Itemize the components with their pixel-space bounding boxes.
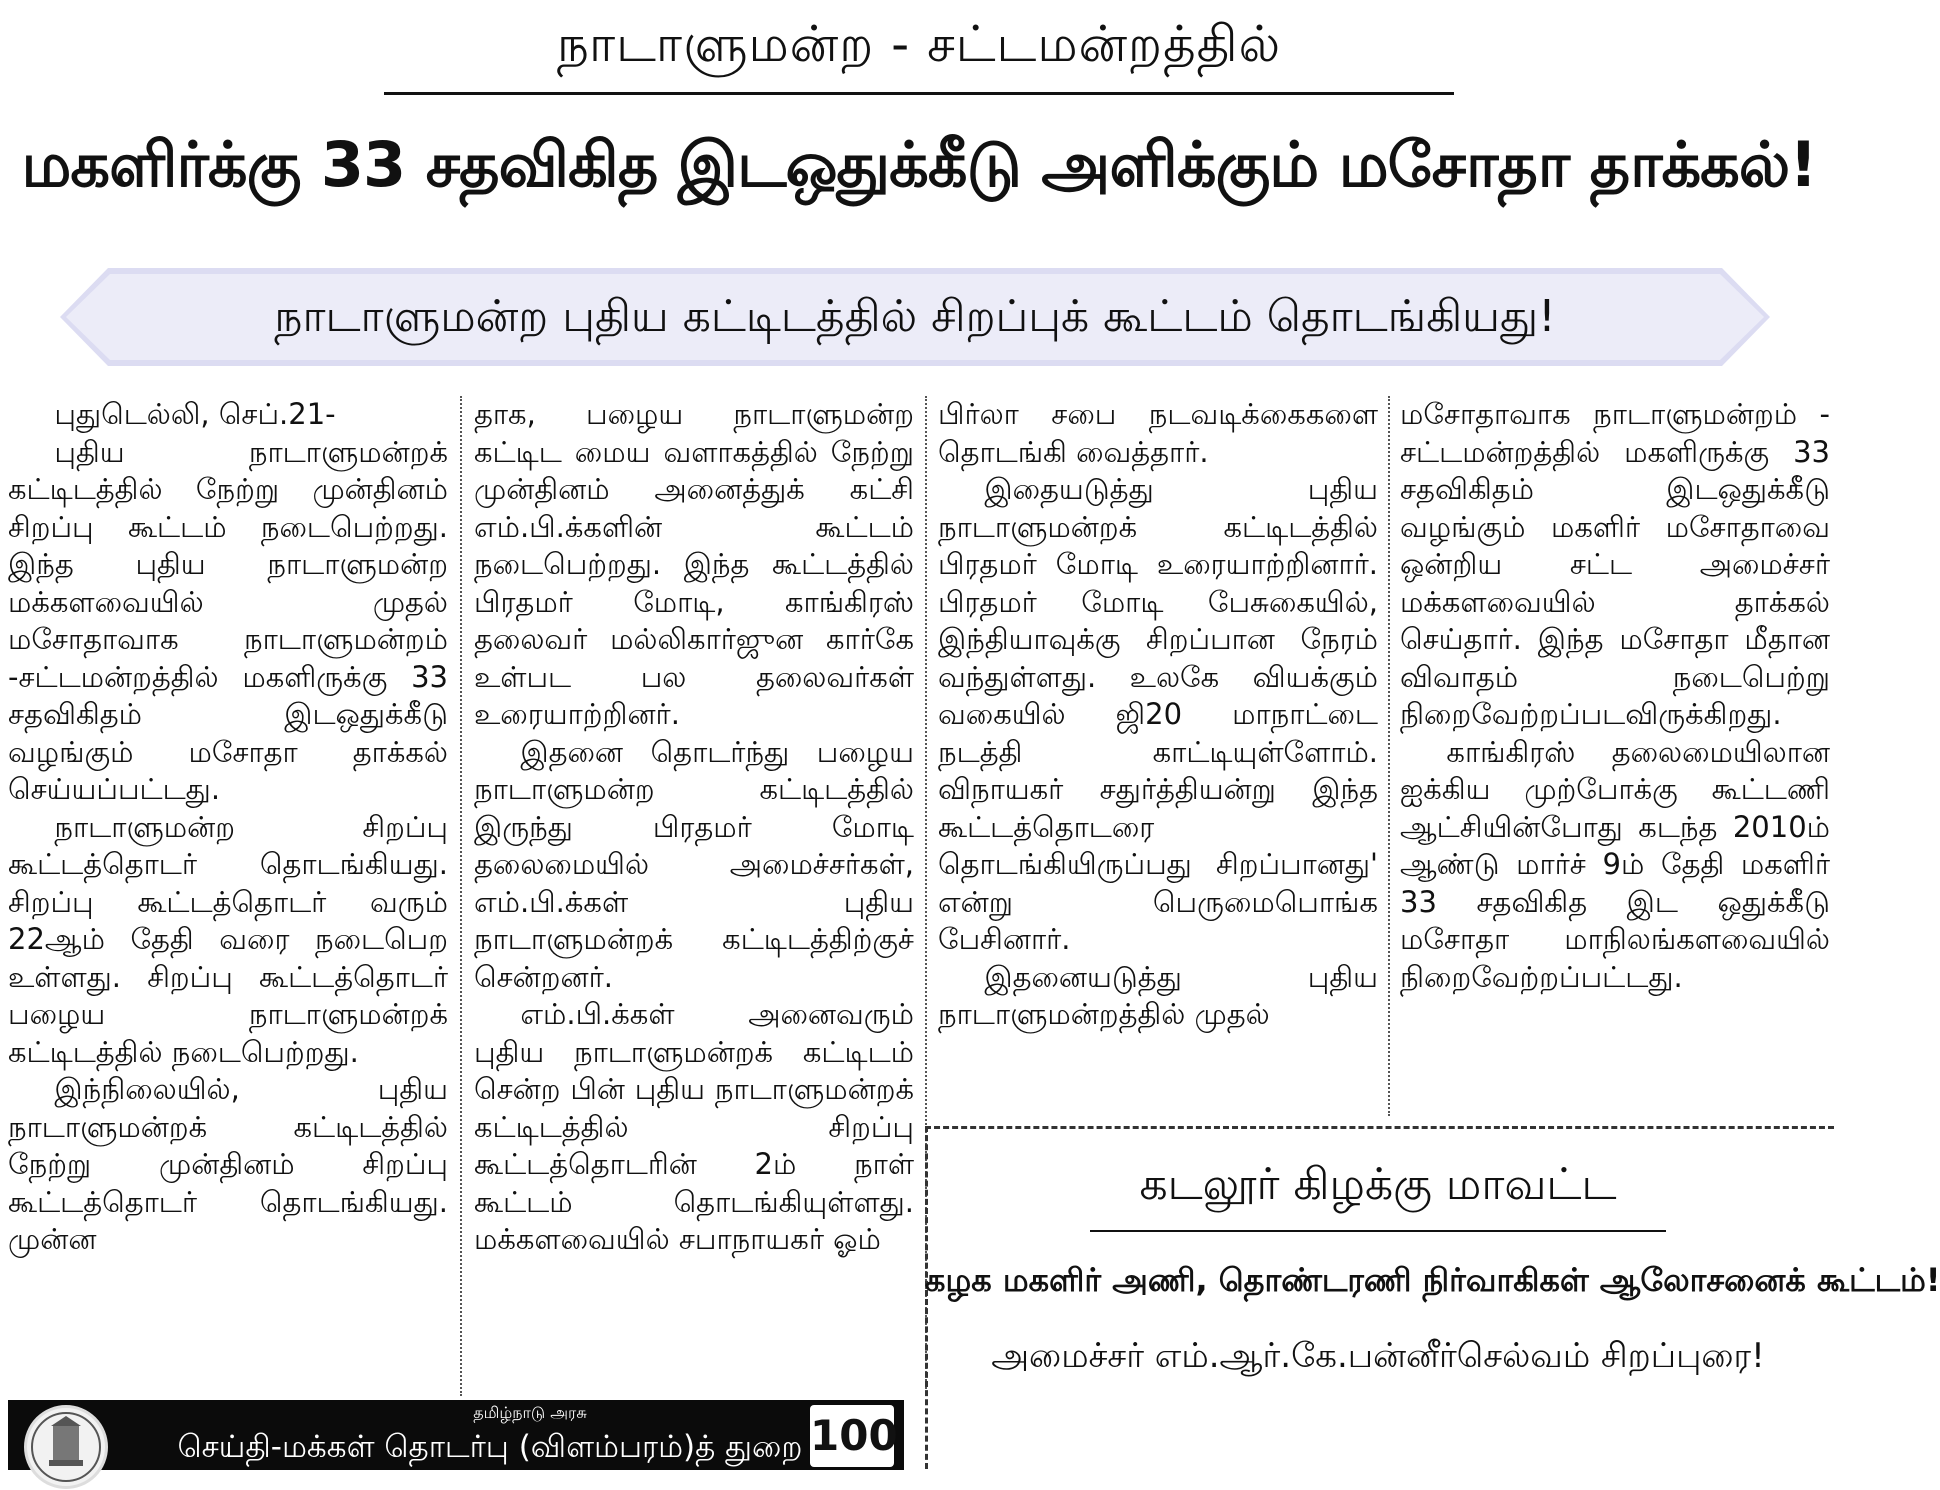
centenary-logo: 100 <box>810 1405 894 1467</box>
paragraph: தாக, பழைய நாடாளுமன்ற கட்டிட மைய வளாகத்தில் நேற்று முன்தினம் அனைத்துக் கட்சி எம்.பி.க்களின் கூட்டம் நடைபெற்றது. இந்த கூட்டத்தில் பிரதமர் மோடி, காங்கிரஸ் தலைவர் மல்லிகார்ஜுன கார்கே உள்பட பல தலைவர்கள் உரையாற்றினர். <box>474 397 914 731</box>
related-story-rule <box>1090 1230 1666 1232</box>
article-column-4 <box>1400 396 1830 996</box>
related-story-headline: கழக மகளிர் அணி, தொண்டரணி நிர்வாகிகள் ஆலோசனைக் கூட்டம்! <box>925 1261 1940 1299</box>
column-separator <box>460 396 462 1396</box>
government-label: தமிழ்நாடு அரசு <box>473 1403 587 1422</box>
paragraph: காங்கிரஸ் தலைமையிலான ஐக்கிய முற்போக்கு கூட்டணி ஆட்சியின்போது கடந்த 2010ம் ஆண்டு மார்ச் 9ம் தேதி மகளிர் 33 சதவிகித இட ஒதுக்கீடு மசோதா மாநிலங்களவையில் நிறைவேற்றப்பட்டது. <box>1400 734 1830 994</box>
paragraph: மசோதாவாக நாடாளுமன்றம் - சட்டமன்றத்தில் மகளிருக்கு 33 சதவிகிதம் இடஒதுக்கீடு வழங்கும் மகளிர் மசோதாவை ஒன்றிய சட்ட அமைச்சர் மக்களவையில் தாக்கல் செய்தார். இந்த மசோதா மீதான விவாதம் நடைபெற்று நிறைவேற்றப்படவிருக்கிறது. <box>1400 397 1830 731</box>
column-separator <box>1388 396 1390 1116</box>
banner-subheadline: நாடாளுமன்ற புதிய கட்டிடத்தில் சிறப்புக் கூட்டம் தொடங்கியது! <box>274 291 1556 342</box>
paragraph: இதனையடுத்து புதிய நாடாளுமன்றத்தில் முதல் <box>938 959 1378 1031</box>
article-column-3 <box>938 396 1378 1034</box>
paragraph: இதனை தொடர்ந்து பழைய நாடாளுமன்ற கட்டிடத்தில் இருந்து பிரதமர் மோடி தலைமையில் அமைச்சர்கள், எம்.பி.க்கள் புதிய நாடாளுமன்றக் கட்டிடத்திற்குச் சென்றனர். <box>474 734 914 994</box>
paragraph: நாடாளுமன்ற சிறப்பு கூட்டத்தொடர் தொடங்கியது. சிறப்பு கூட்டத்தொடர் வரும் 22ஆம் தேதி வரை நடைபெற உள்ளது. சிறப்பு கூட்டத்தொடர் பழைய நாடாளுமன்றக் கட்டிடத்தில் நடைபெற்றது. <box>8 809 448 1069</box>
department-name: செய்தி-மக்கள் தொடர்பு (விளம்பரம்)த் துறை <box>177 1429 803 1465</box>
paragraph: இந்நிலையில், புதிய நாடாளுமன்றக் கட்டிடத்தில் நேற்று முன்தினம் சிறப்பு கூட்டத்தொடர் தொடங்கியது. முன்ன <box>8 1072 448 1256</box>
government-emblem-icon <box>24 1405 108 1489</box>
related-story-subheadline: அமைச்சர் எம்.ஆர்.கே.பன்னீர்செல்வம் சிறப்புரை! <box>991 1336 1765 1376</box>
paragraph: இதையடுத்து புதிய நாடாளுமன்றக் கட்டிடத்தில் பிரதமர் மோடி உரையாற்றினார். பிரதமர் மோடி பேசுகையில், இந்தியாவுக்கு சிறப்பான நேரம் வந்துள்ளது. உலகே வியக்கும் வகையில் ஜி20 மாநாட்டை நடத்தி காட்டியுள்ளோம். விநாயகர் சதுர்த்தியன்று இந்த கூட்டத்தொடரை தொடங்கியிருப்பது சிறப்பானது' என்று பெருமைபொங்க பேசினார். <box>938 472 1378 956</box>
related-story-title: கடலூர் கிழக்கு மாவட்ட <box>1139 1159 1617 1210</box>
paragraph: பிர்லா சபை நடவடிக்கைகளை தொடங்கி வைத்தார். <box>938 397 1378 469</box>
kicker: நாடாளுமன்ற - சட்டமன்றத்தில் <box>556 15 1282 73</box>
article-column-2 <box>474 396 914 1259</box>
dateline: புதுடெல்லி, செப்.21- <box>54 397 336 431</box>
paragraph: எம்.பி.க்கள் அனைவரும் புதிய நாடாளுமன்றக் கட்டிடம் சென்ற பின் புதிய நாடாளுமன்றக் கட்டிடத்தில் சிறப்பு கூட்டத்தொடரின் 2ம் நாள் கூட்டம் தொடங்கியுள்ளது. மக்களவையில் சபாநாயகர் ஓம் <box>474 997 914 1256</box>
headline: மகளிர்க்கு 33 சதவிகித இடஒதுக்கீடு அளிக்கும் மசோதா தாக்கல்! <box>21 128 1817 201</box>
kicker-underline <box>384 92 1454 95</box>
paragraph: புதிய நாடாளுமன்றக் கட்டிடத்தில் நேற்று முன்தினம் சிறப்பு கூட்டம் நடைபெற்றது. இந்த புதிய நாடாளுமன்ற மக்களவையில் முதல் மசோதாவாக நாடாளுமன்றம் -சட்டமன்றத்தில் மகளிருக்கு 33 சதவிகிதம் இடஒதுக்கீடு வழங்கும் மசோதா தாக்கல் செய்யப்பட்டது. <box>8 434 448 806</box>
article-column-1 <box>8 396 448 1259</box>
